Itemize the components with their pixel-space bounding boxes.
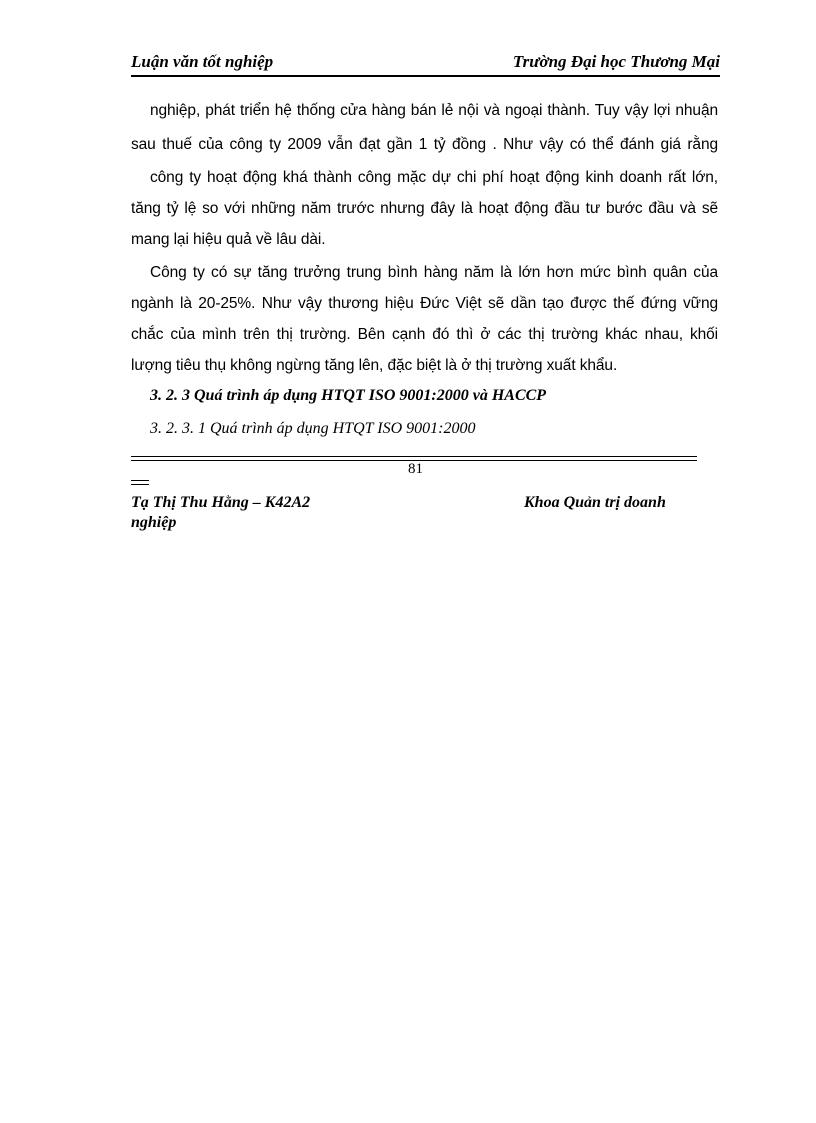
subsection-heading: 3. 2. 3. 1 Quá trình áp dụng HTQT ISO 9001:2000 [150,420,476,437]
body-line-9: lượng tiêu thụ không ngừng tăng lên, đặc biệt là ở thị trường xuất khẩu. [131,357,618,374]
header-left-title: Luận văn tốt nghiệp [131,52,274,71]
footer-department-continued: nghiệp [131,514,177,531]
footer-author: Tạ Thị Thu Hằng – K42A2 [131,494,311,511]
footer-department: Khoa Quản trị doanh [524,494,666,511]
page-number: 81 [408,461,423,477]
body-line-5: mang lại hiệu quả về lâu dài. [131,231,326,248]
body-line-1: nghiệp, phát triển hệ thống cửa hàng bán lẻ nội và ngoại thành. Tuy vậy lợi nhuận [150,102,718,119]
header-right-title: Trường Đại học Thương Mại [512,52,720,71]
body-line-6: Công ty có sự tăng trưởng trung bình hàng năm là lớn hơn mức bình quân của [150,264,718,281]
body-line-2: sau thuế của công ty 2009 vẫn đạt gần 1 tỷ đồng . Như vậy có thể đánh giá rằng [131,136,718,153]
body-line-8: chắc của mình trên thị trường. Bên cạnh đó thì ở các thị trường khác nhau, khối [131,326,718,343]
body-line-4: tăng tỷ lệ so với những năm trước nhưng đây là hoạt động đầu tư bước đầu và sẽ [131,200,718,217]
section-heading: 3. 2. 3 Quá trình áp dụng HTQT ISO 9001:2000 và HACCP [150,387,547,404]
footer-rule-top [131,456,697,457]
body-line-7: ngành là 20-25%. Như vậy thương hiệu Đức Việt sẽ dần tạo được thế đứng vững [131,295,718,312]
body-line-3: công ty hoạt động khá thành công mặc dự chi phí hoạt động kinh doanh rất lớn, [150,169,718,186]
footer-dash-1 [131,480,149,481]
footer-dash-2 [131,484,149,485]
header-rule [131,75,720,77]
